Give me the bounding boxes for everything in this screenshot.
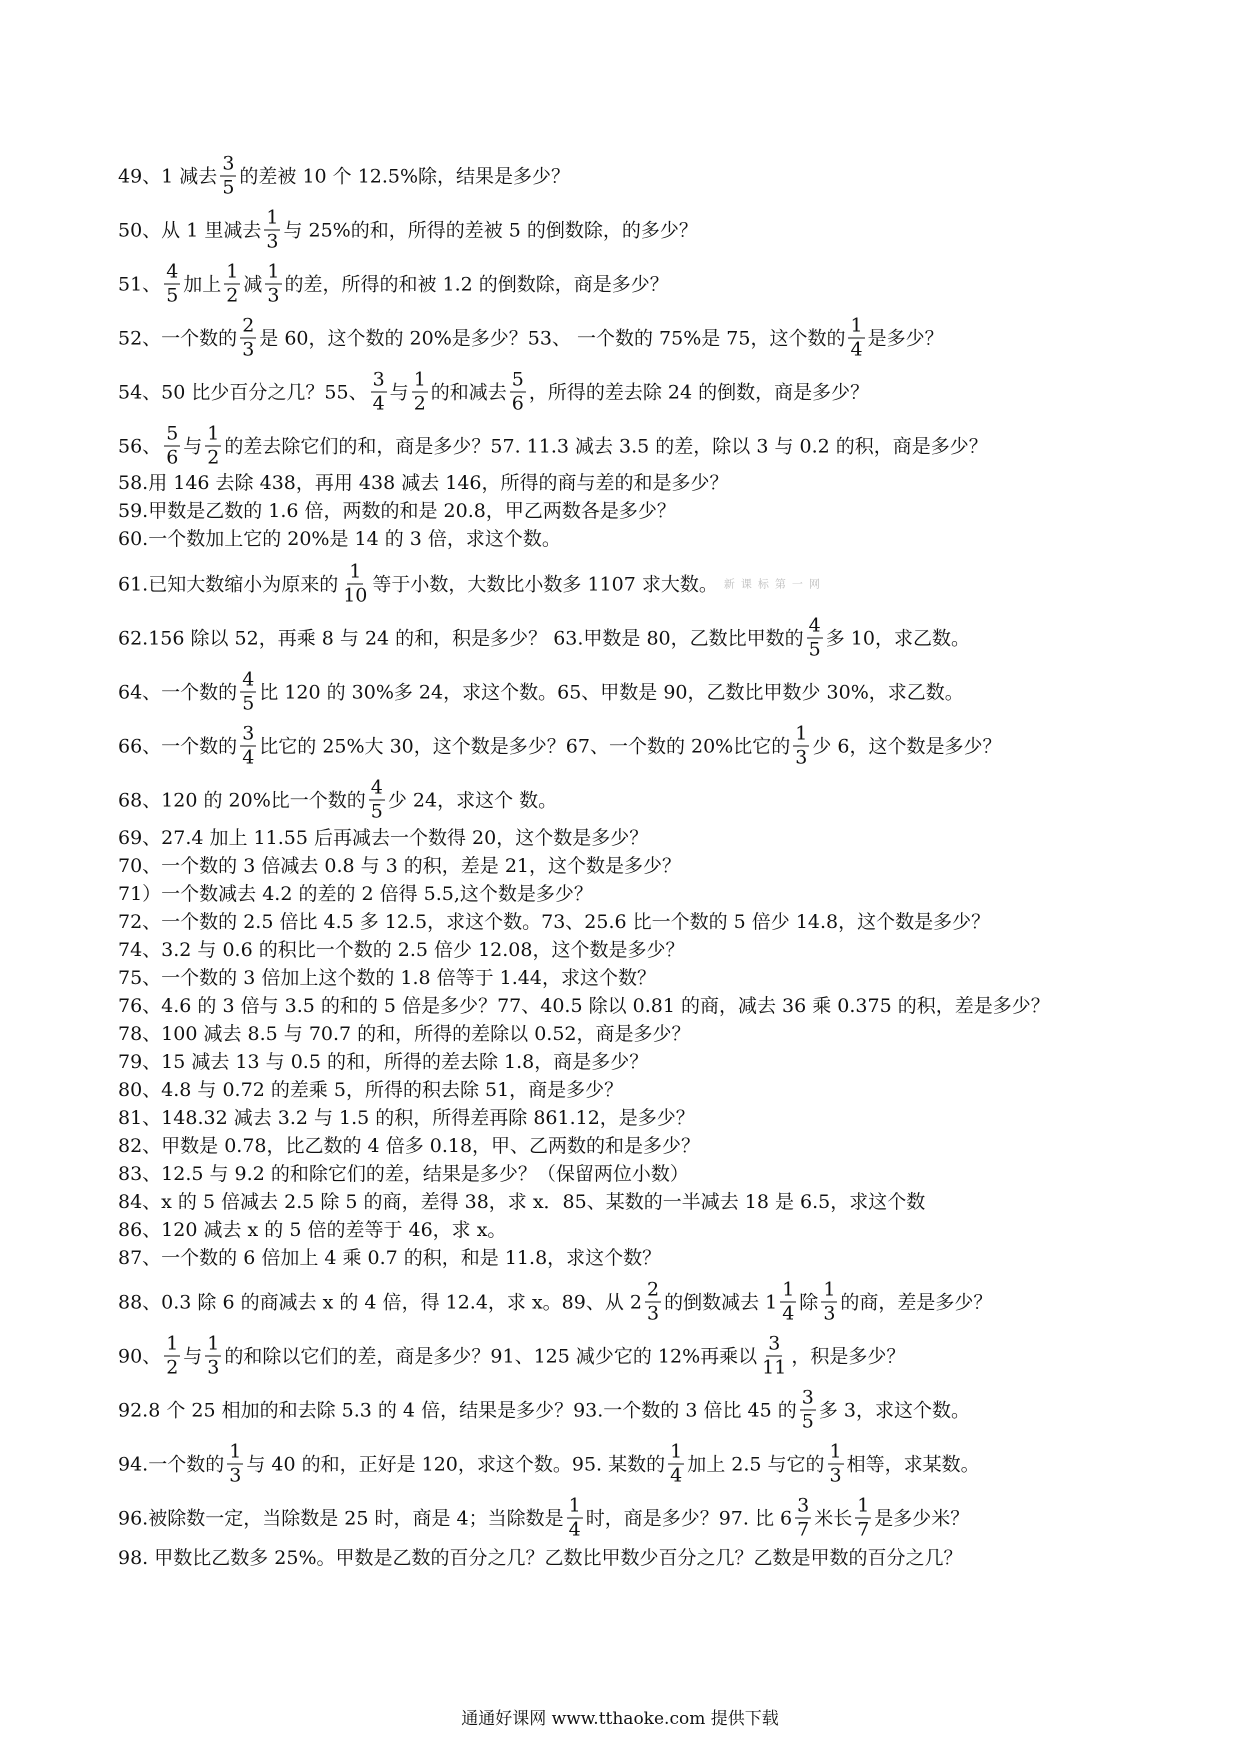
fraction-denominator: 3: [829, 1464, 842, 1487]
problem-text: 60.一个数加上它的 20%是 14 的 3 倍，求这个数。: [118, 528, 561, 550]
fraction: [224, 260, 240, 307]
fraction: [371, 368, 387, 415]
fraction-denominator: 5: [166, 284, 179, 307]
problem-line: [118, 1135, 700, 1157]
problem-line: [118, 614, 970, 661]
fraction-numerator: 1: [857, 1494, 870, 1517]
fraction-numerator: 1: [266, 206, 279, 229]
problem-text: 76、4.6 的 3 倍与 3.5 的和的 5 倍是多少？77、40.5 除以 0.81 的商，减去 36 乘 0.375 的积，差是多少？: [118, 995, 1050, 1017]
fraction-denominator: 3: [266, 230, 279, 253]
problem-text: 74、3.2 与 0.6 的积比一个数的 2.5 倍少 12.08，这个数是多少？: [118, 939, 685, 961]
problem-text: 72、一个数的 2.5 倍比 4.5 多 12.5，求这个数。73、25.6 比一个数的 5 倍少 14.8，这个数是多少？: [118, 911, 991, 933]
fraction: [828, 1440, 844, 1487]
fraction-denominator: 6: [166, 446, 179, 469]
problem-text: 80、4.8 与 0.72 的差乘 5，所得的积去除 51，商是多少？: [118, 1079, 624, 1101]
fraction-numerator: 2: [646, 1278, 660, 1301]
problem-text: 与 25%的和，所得的差被 5 的倒数除，的多少？: [283, 219, 698, 241]
problem-text: 的差去除它们的和，商是多少？57. 11.3 减去 3.5 的差，除以 3 与 0.2 的积，商是多少？: [224, 435, 988, 457]
fraction-denominator: 4: [568, 1518, 581, 1541]
fraction-numerator: 1: [267, 260, 280, 283]
fraction: [760, 1332, 788, 1379]
problem-text: 84、x 的 5 倍减去 2.5 除 5 的商，差得 38，求 x．85、某数的一半减去 18 是 6.5，求这个数: [118, 1191, 926, 1213]
problem-text: 94.一个数的: [118, 1453, 225, 1475]
problem-text: 81、148.32 减去 3.2 与 1.5 的积，所得差再除 861.12，是多少？: [118, 1107, 695, 1129]
fraction-numerator: 1: [207, 1332, 220, 1355]
problem-text: 83、12.5 与 9.2 的和除它们的差，结果是多少？（保留两位小数）: [118, 1163, 689, 1185]
fraction: [780, 1278, 796, 1325]
problem-text: 多 3，求这个数。: [818, 1399, 970, 1421]
fraction-numerator: 1: [670, 1440, 683, 1463]
fraction-numerator: 1: [207, 422, 220, 445]
fraction-denominator: 3: [207, 1356, 220, 1379]
fraction-numerator: 1: [349, 560, 362, 583]
problem-text: 96.被除数一定，当除数是 25 时，商是 4；当除数是: [118, 1507, 564, 1529]
problem-text: 62.156 除以 52，再乘 8 与 24 的和，积是多少？ 63.甲数是 80，乙数比甲数的: [118, 627, 804, 649]
problem-line: [118, 472, 729, 494]
fraction-denominator: 2: [226, 284, 239, 307]
fraction: [240, 314, 256, 361]
fraction-denominator: 3: [795, 746, 808, 769]
problem-line: [118, 528, 561, 550]
problem-text: 的倒数减去 1: [664, 1291, 778, 1313]
problem-text: 是多少？: [867, 327, 944, 349]
problem-text: 等于小数，大数比小数多 1107 求大数。: [372, 573, 718, 595]
problem-line: [118, 1332, 906, 1379]
problem-text: 86、120 减去 x 的 5 倍的差等于 46，求 x。: [118, 1219, 507, 1241]
fraction-numerator: 3: [242, 722, 255, 745]
fraction-denominator: 2: [207, 446, 220, 469]
fraction: [164, 1332, 180, 1379]
problem-text: 68、120 的 20%比一个数的: [118, 789, 366, 811]
fraction-denominator: 3: [823, 1302, 836, 1325]
problem-text: 的差被 10 个 12.5%除，结果是多少？: [239, 165, 571, 187]
fraction: [220, 152, 236, 199]
problem-text: ，所得的差去除 24 的倒数，商是多少？: [528, 381, 870, 403]
problem-text: 90、: [118, 1345, 162, 1367]
problem-line: [118, 722, 1002, 769]
problem-line: [118, 1494, 970, 1541]
fraction-denominator: 3: [646, 1302, 660, 1325]
fraction-numerator: 5: [511, 368, 524, 391]
fraction-denominator: 5: [222, 176, 235, 199]
problem-text: 78、100 减去 8.5 与 70.7 的和，所得的差除以 0.52，商是多少？: [118, 1023, 691, 1045]
problem-text: 加上: [183, 273, 222, 295]
problem-text: 与: [183, 435, 203, 457]
fraction: [265, 260, 281, 307]
problem-text: 除: [799, 1291, 819, 1313]
fraction: [567, 1494, 583, 1541]
problem-line: [118, 1247, 661, 1269]
problem-text: 88、0.3 除 6 的商减去 x 的 4 倍，得 12.4，求 x。89、从 2: [118, 1291, 642, 1313]
fraction-numerator: 3: [372, 368, 385, 391]
problem-text: 82、甲数是 0.78，比乙数的 4 倍多 0.18，甲、乙两数的和是多少？: [118, 1135, 701, 1157]
fraction: [412, 368, 428, 415]
problem-text: 的和除以它们的差，商是多少？91、125 减少它的 12%再乘以: [224, 1345, 758, 1367]
fraction: [795, 1494, 811, 1541]
problem-text: 的商，差是多少？: [840, 1291, 993, 1313]
problem-text: ，积是多少？: [791, 1345, 906, 1367]
fraction-numerator: 5: [166, 422, 179, 445]
problem-line: [118, 152, 571, 199]
fraction-denominator: 5: [808, 638, 821, 661]
problem-line: [118, 314, 944, 361]
fraction-denominator: 5: [242, 692, 255, 715]
fraction-denominator: 3: [229, 1464, 242, 1487]
fraction: [800, 1386, 816, 1433]
fraction-denominator: 3: [267, 284, 280, 307]
fraction: [205, 1332, 221, 1379]
problem-text: 51、: [118, 273, 162, 295]
problem-text: 比它的 25%大 30，这个数是多少？67、一个数的 20%比它的: [259, 735, 791, 757]
problem-text: 58.用 146 去除 438，再用 438 减去 146，所得的商与差的和是多少？: [118, 472, 729, 494]
fraction-denominator: 3: [242, 338, 255, 361]
problem-line: [118, 1023, 691, 1045]
fraction: [807, 614, 823, 661]
fraction: [227, 1440, 243, 1487]
problem-line: [118, 776, 558, 823]
problem-line: [118, 883, 593, 905]
problem-line: [118, 1219, 506, 1241]
problem-line: [118, 422, 988, 469]
problem-line: [118, 1386, 970, 1433]
problem-text: 比 120 的 30%多 24，求这个数。65、甲数是 90，乙数比甲数少 30%，求乙数。: [259, 681, 964, 703]
fraction: [240, 668, 256, 715]
fraction-numerator: 3: [222, 152, 235, 175]
fraction-numerator: 1: [795, 722, 808, 745]
fraction-numerator: 4: [370, 776, 383, 799]
fraction-denominator: 10: [343, 584, 368, 607]
problem-text: 多 10，求乙数。: [825, 627, 970, 649]
fraction-denominator: 4: [372, 392, 385, 415]
problem-line: [118, 368, 870, 415]
problem-text: 的和减去: [430, 381, 507, 403]
problem-text: 米长: [814, 1507, 853, 1529]
fraction: [164, 260, 180, 307]
problem-text: 的差，所得的和被 1.2 的倒数除，商是多少？: [284, 273, 669, 295]
problem-text: 61.已知大数缩小为原来的: [118, 573, 339, 595]
fraction-numerator: 1: [413, 368, 426, 391]
problem-text: 92.8 个 25 相加的和去除 5.3 的 4 倍，结果是多少？93.一个数的 3 倍比 45 的: [118, 1399, 797, 1421]
fraction-numerator: 3: [801, 1386, 814, 1409]
problem-text: 56、: [118, 435, 162, 457]
fraction-numerator: 1: [226, 260, 239, 283]
problem-line: [118, 1051, 648, 1073]
problem-line: [118, 1163, 689, 1185]
problem-text: 52、一个数的: [118, 327, 238, 349]
fraction-numerator: 2: [242, 314, 255, 337]
fraction-numerator: 3: [768, 1332, 781, 1355]
problem-text: 50、从 1 里减去: [118, 219, 262, 241]
problem-line: [118, 911, 990, 933]
problem-text: 79、15 减去 13 与 0.5 的和，所得的差去除 1.8，商是多少？: [118, 1051, 649, 1073]
problem-text: 70、一个数的 3 倍减去 0.8 与 3 的积，差是 21，这个数是多少？: [118, 855, 682, 877]
fraction-numerator: 1: [850, 314, 863, 337]
fraction: [645, 1278, 661, 1325]
fraction-numerator: 1: [782, 1278, 795, 1301]
problem-text: 与 40 的和，正好是 120，求这个数。95. 某数的: [246, 1453, 666, 1475]
fraction: [821, 1278, 837, 1325]
fraction-numerator: 4: [166, 260, 179, 283]
fraction: [855, 1494, 871, 1541]
problem-text: 少 24，求这个 数。: [387, 789, 558, 811]
problem-text: 时，商是多少？97. 比 6: [585, 1507, 793, 1529]
fraction-denominator: 5: [370, 800, 383, 823]
fraction-denominator: 2: [166, 1356, 179, 1379]
problem-line: [118, 1079, 623, 1101]
problem-line: [118, 1278, 993, 1325]
fraction: [264, 206, 280, 253]
problem-text: 与: [183, 1345, 203, 1367]
fraction-denominator: 4: [670, 1464, 683, 1487]
fraction-denominator: 5: [801, 1410, 814, 1433]
problem-line: [118, 206, 698, 253]
fraction-denominator: 4: [850, 338, 863, 361]
problem-line: [118, 560, 826, 607]
problem-text: 与: [389, 381, 409, 403]
problem-line: [118, 967, 656, 989]
fraction: [668, 1440, 684, 1487]
fraction-denominator: 4: [242, 746, 255, 769]
fraction-denominator: 6: [511, 392, 524, 415]
problem-line: [118, 1107, 695, 1129]
problem-text: 加上 2.5 与它的: [687, 1453, 825, 1475]
problem-text: 49、1 减去: [118, 165, 218, 187]
fraction-denominator: 2: [413, 392, 426, 415]
fraction-denominator: 11: [762, 1356, 787, 1379]
problem-text: 相等，求某数。: [846, 1453, 980, 1475]
problem-line: [118, 995, 1050, 1017]
problem-line: [118, 668, 964, 715]
problem-text: 是 60，这个数的 20%是多少？53、 一个数的 75%是 75，这个数的: [259, 327, 846, 349]
fraction: [164, 422, 180, 469]
problem-line: [118, 827, 648, 849]
fraction: [240, 722, 256, 769]
problem-text: 64、一个数的: [118, 681, 238, 703]
fraction: [848, 314, 864, 361]
fraction-numerator: 4: [242, 668, 255, 691]
problem-text: 54、50 比少百分之几？55、: [118, 381, 368, 403]
fraction-numerator: 1: [166, 1332, 179, 1355]
problem-line: [118, 1440, 980, 1487]
fraction-numerator: 1: [829, 1440, 842, 1463]
problem-line: [118, 939, 684, 961]
problem-text: 71）一个数减去 4.2 的差的 2 倍得 5.5,这个数是多少？: [118, 883, 593, 905]
fraction-denominator: 7: [857, 1518, 870, 1541]
problem-line: [118, 1191, 925, 1213]
problem-text: 69、27.4 加上 11.55 后再减去一个数得 20，这个数是多少？: [118, 827, 649, 849]
problem-text: 减: [243, 273, 263, 295]
problem-text: 少 6，这个数是多少？: [812, 735, 1002, 757]
fraction-numerator: 4: [808, 614, 821, 637]
fraction-numerator: 1: [568, 1494, 581, 1517]
watermark-text: 新课标第一网: [723, 577, 826, 590]
fraction-denominator: 4: [782, 1302, 795, 1325]
problem-line: [118, 1547, 963, 1569]
problem-text: 87、一个数的 6 倍加上 4 乘 0.7 的积，和是 11.8，求这个数？: [118, 1247, 662, 1269]
problem-text: 66、一个数的: [118, 735, 238, 757]
footer-text: 通通好课网 www.tthaoke.com 提供下载: [461, 1709, 779, 1729]
fraction: [510, 368, 526, 415]
fraction-denominator: 7: [797, 1518, 810, 1541]
fraction: [793, 722, 809, 769]
fraction-numerator: 1: [229, 1440, 242, 1463]
problem-text: 是多少米？: [874, 1507, 970, 1529]
problem-text: 98. 甲数比乙数多 25%。甲数是乙数的百分之几？乙数比甲数少百分之几？乙数是甲数的百分之几？: [118, 1547, 963, 1569]
fraction: [369, 776, 385, 823]
problem-line: [118, 260, 669, 307]
problem-line: [118, 500, 676, 522]
fraction-numerator: 3: [797, 1494, 810, 1517]
problem-text: 59.甲数是乙数的 1.6 倍，两数的和是 20.8，甲乙两数各是多少？: [118, 500, 676, 522]
fraction-numerator: 1: [823, 1278, 836, 1301]
problem-text: 75、一个数的 3 倍加上这个数的 1.8 倍等于 1.44，求这个数？: [118, 967, 656, 989]
problem-line: [118, 855, 681, 877]
fraction: [205, 422, 221, 469]
fraction: [341, 560, 369, 607]
